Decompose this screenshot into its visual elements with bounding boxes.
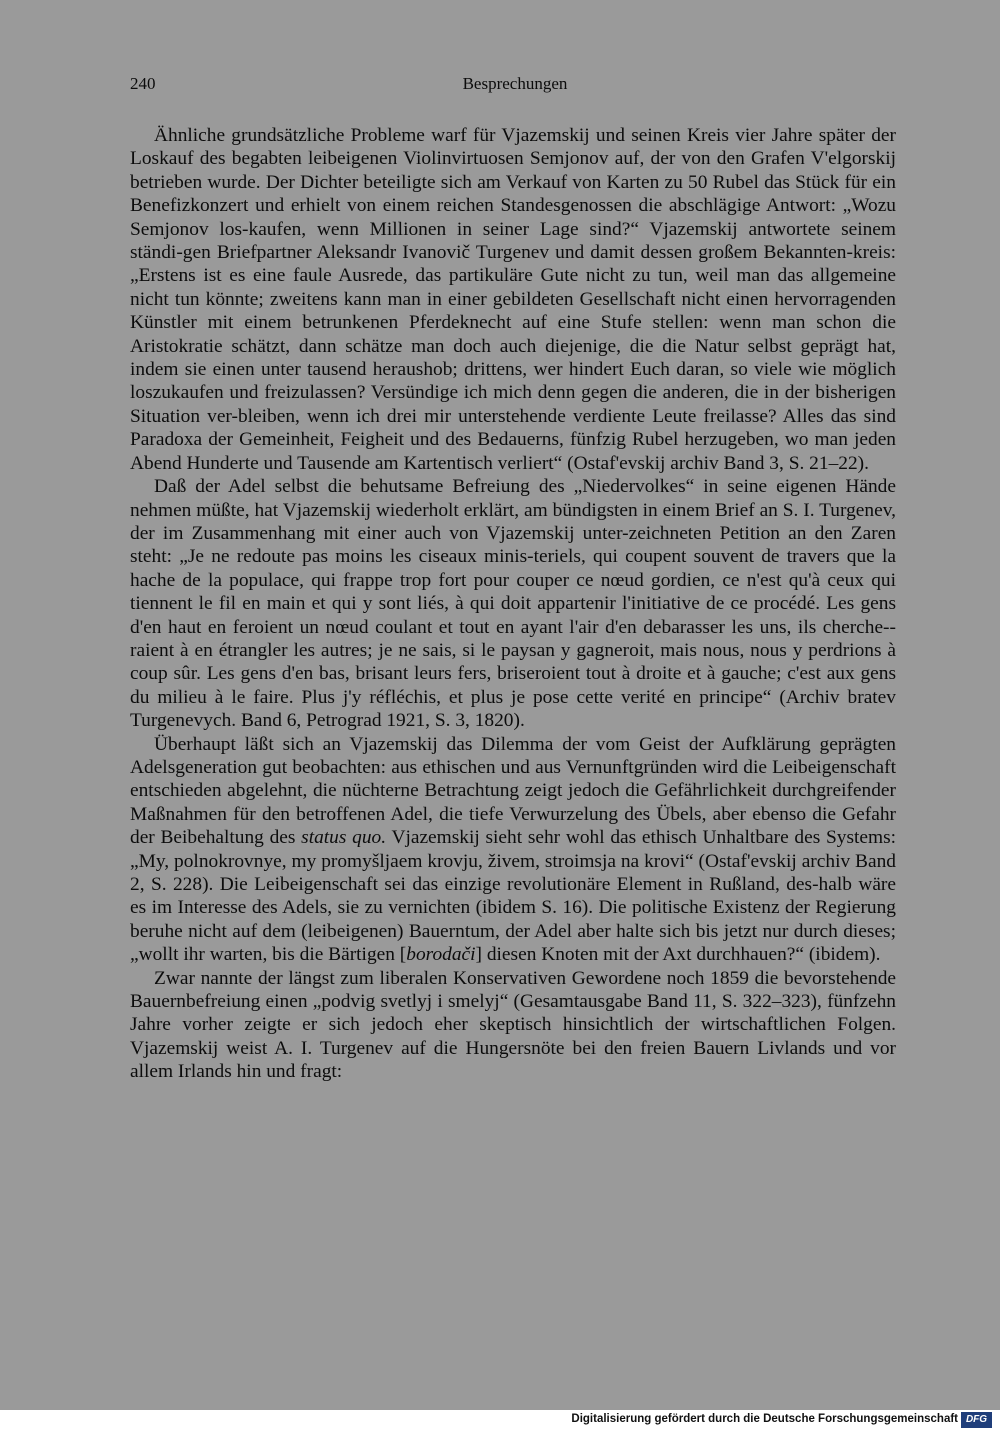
running-title: Besprechungen [462, 74, 568, 93]
dfg-logo-icon: DFG [961, 1412, 992, 1428]
status-quo-italic: status quo. [301, 827, 387, 849]
funding-credit: Digitalisierung gefördert durch die Deutsche Forschungsgemeinschaft [571, 1413, 958, 1425]
running-head [130, 74, 900, 100]
page-number: 240 [130, 74, 156, 93]
paragraph-dilemma [130, 733, 896, 967]
dilemma-text-part-3: ] diesen Knoten mit der Axt durchhauen?“ (ibidem). [475, 944, 881, 966]
footer-bar [0, 1410, 1000, 1431]
paragraph-bauernbefreiung: Zwar nannte der längst zum liberalen Konservativen Gewordene noch 1859 die bevorstehende Bauernbefreiung einen „podvig svetlyj i smelyj“ (Gesamtausgabe Band 11, S. 322–323), fünfzehn Jahre vorher zeigte er sich jedoch eher skeptisch hinsichtlich der wirtschaftlichen Folgen. Vjazemskij weist A. I. Turgenev auf die Hungersnöte bei den freien Bauern Livlands und vor allem Irlands hin und fragt: [130, 967, 896, 1083]
borodaci-italic: borodači [406, 944, 476, 966]
body-text [130, 124, 896, 1084]
dilemma-text-part-1: Überhaupt läßt sich an Vjazemskij das Dilemma der vom Geist der Aufklärung geprägten Adelsgeneration gut beobachten: aus ethischen und aus Vernunftgründen wird die Leibeigenschaft entschieden abgelehnt, die nüchterne Betrachtung zeigt jedoch die Gefährlichkeit durchgreifender Maßnahmen für den betroffenen Adel, die tiefe Verwurzelung des Übels, aber ebenso die Gefahr der Beibehaltung des [130, 733, 896, 849]
paragraph-niedervolk: Daß der Adel selbst die behutsame Befreiung des „Niedervolkes“ in seine eigenen Hände nehmen müßte, hat Vjazemskij wiederholt erklärt, am bündigsten in einem Brief an S. I. Turgenev, der im Zusammenhang mit einer auch von Vjazemskij unter-zeichneten Petition an den Zaren steht: „Je ne redoute pas moins les ciseaux minis-teriels, qui coupent souvent de travers que la hache de la populace, qui frappe trop fort pour couper ce nœud gordien, ce n'est qu'à ceux qui tiennent le fil en main et qui y sont liés, à qui doit appartenir l'initiative de ce procédé. Les gens d'en haut en feroient un nœud coulant et tout en ayant l'air d'en debarasser les uns, ils cherche-raient à en étrangler les autres; je ne sais, si le paysan y gagneroit, mais nous, nous y perdrions à coup sûr. Les gens d'en bas, brisant leurs fers, briseroient tout à droite et à gauche; c'est aux gens du milieu à le faire. Plus j'y réfléchis, et plus je pose cette verité en principe“ (Archiv bratev Turgenevych. Band 6, Petrograd 1921, S. 3, 1820). [130, 476, 896, 732]
paragraph-semjonov: Ähnliche grundsätzliche Probleme warf für Vjazemskij und seinen Kreis vier Jahre später der Loskauf des begabten leibeigenen Violinvirtuosen Semjonov auf, der von den Grafen V'elgorskij betrieben wurde. Der Dichter beteiligte sich am Verkauf von Karten zu 50 Rubel das Stück für ein Benefizkonzert und erhielt von einem reichen Standesgenossen die abschlägige Antwort: „Wozu Semjonov los-kaufen, wenn Millionen in seiner Lage sind?“ Vjazemskij antwortete seinem ständi-gen Briefpartner Aleksandr Ivanovič Turgenev und damit dessen großem Bekannten-kreis: „Erstens ist es eine faule Ausrede, das partikuläre Gute nicht zu tun, weil man das allgemeine nicht tun könnte; zweitens kann man in einer gebildeten Gesellschaft nicht einen hervorragenden Künstler mit einem betrunkenen Pferdeknecht auf eine Stufe stellen: wenn man schon die Aristokratie schätzt, dann schätze man doch auch diejenige, die die Natur selbst geprägt hat, indem sie einen unter tausend heraushob; drittens, wer hindert Euch daran, so viele wie möglich loszukaufen und freizulassen? Versündige ich mich denn gegen die anderen, die in der bisherigen Situation ver-bleiben, wenn ich drei mir unterstehende verdiente Leute freilasse? Alles das sind Paradoxa der Gemeinheit, Feigheit und des Bedauerns, fünfzig Rubel herzugeben, wo man jeden Abend Hunderte und Tausende am Kartentisch verliert“ (Ostaf'evskij archiv Band 3, S. 21–22). [130, 125, 896, 474]
dilemma-text-part-2: Vjazemskij sieht sehr wohl das ethisch Unhaltbare des Systems: „My, polnokrovnye, my promyšljaem krovju, živem, stroimsja na krovi“ (Ostaf'evskij archiv Band 2, S. 228). Die Leibeigenschaft sei das einzige revolutionäre Element in Rußland, des-halb wäre es im Interesse des Adels, sie zu vernichten (ibidem S. 16). Die politische Existenz der Regierung beruhe nicht auf dem (leibeigenen) Bauerntum, der Adel aber halte sich bis jetzt nur durch dieses; „wollt ihr warten, bis die Bärtigen [ [130, 827, 897, 966]
